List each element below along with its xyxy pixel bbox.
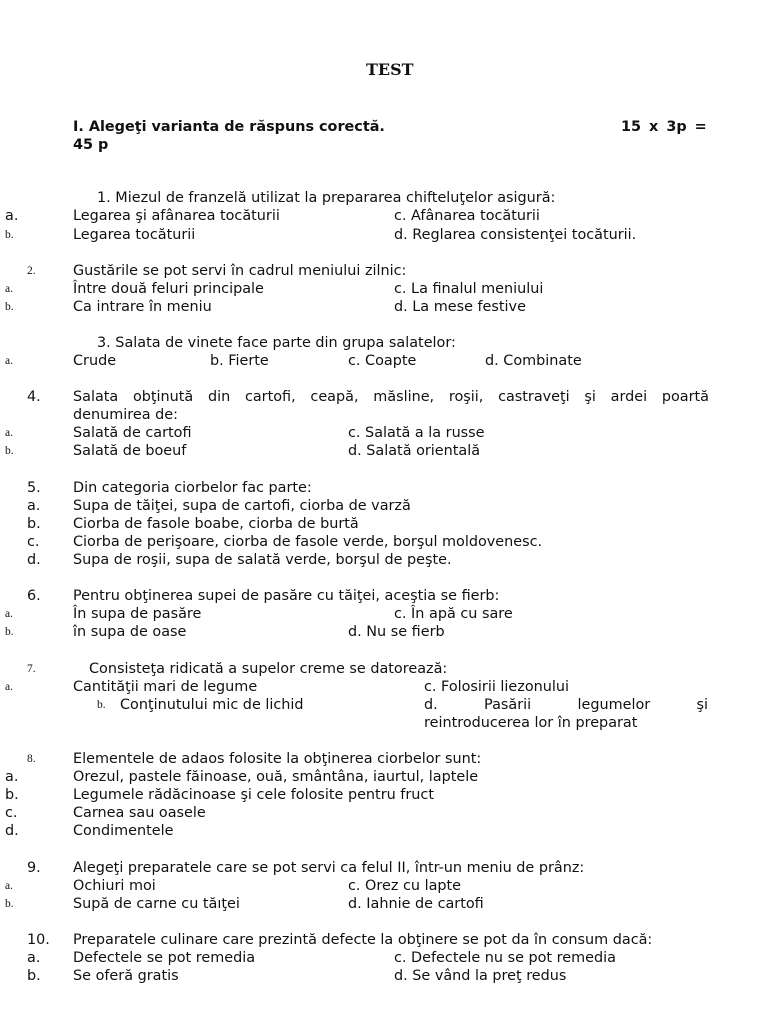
word: obţinută: [132, 389, 194, 405]
question-4-option-c: c. Salată a la russe: [348, 425, 485, 441]
option-letter: a.: [5, 283, 13, 295]
question-10-option-d: d. Se vând la preţ redus: [394, 968, 567, 984]
question-9-option-c: c. Orez cu lapte: [348, 878, 462, 894]
question-10-number: 10.: [27, 932, 50, 948]
word: şi: [696, 697, 708, 713]
question-8-option-c: Carnea sau oasele: [73, 805, 206, 821]
option-letter: a.: [5, 355, 13, 367]
word: măsline,: [373, 389, 435, 405]
option-letter: a.: [5, 208, 19, 224]
option-letter: a.: [5, 427, 13, 439]
section-heading: I. Alegeţi varianta de răspuns corectă.: [73, 119, 385, 135]
option-letter: b.: [5, 898, 14, 910]
question-2-option-a: Între două feluri principale: [73, 281, 264, 297]
question-4-text: [73, 388, 709, 406]
question-5-text: Din categoria ciorbelor fac parte:: [73, 480, 312, 496]
question-8-option-b: Legumele rădăcinoase şi cele folosite pentru fruct: [73, 787, 434, 803]
option-letter: b.: [5, 229, 14, 241]
question-4-option-b: Salată de boeuf: [73, 443, 187, 459]
question-2-option-c: c. La finalul meniului: [394, 281, 544, 297]
option-letter: a.: [5, 608, 13, 620]
word: d.: [424, 697, 438, 713]
question-6-option-d: d. Nu se fierb: [348, 624, 445, 640]
option-letter: c.: [5, 805, 18, 821]
word: castraveţi: [498, 389, 570, 405]
question-10-text: Preparatele culinare care prezintă defecte la obţinere se pot da în consum dacă:: [73, 932, 653, 948]
question-6-option-b: în supa de oase: [73, 624, 187, 640]
question-7-option-b: Conţinutului mic de lichid: [120, 697, 304, 713]
word: roşii,: [448, 389, 484, 405]
question-3-option-c: c. Coapte: [348, 353, 417, 369]
option-letter: b.: [5, 445, 14, 457]
question-1-option-c: c. Afânarea tocăturii: [394, 208, 540, 224]
question-6-option-a: În supa de pasăre: [73, 606, 202, 622]
question-6-text: Pentru obţinerea supei de pasăre cu tăiţei, aceştia se fierb:: [73, 588, 500, 604]
option-letter: d.: [5, 823, 19, 839]
question-3-text: 3. Salata de vinete face parte din grupa salatelor:: [97, 335, 456, 351]
question-7-number: 7.: [27, 663, 36, 675]
question-4-text-continued: denumirea de:: [73, 407, 178, 423]
question-6-number: 6.: [27, 588, 41, 604]
question-9-option-b: Supă de carne cu tăıţei: [73, 896, 240, 912]
word: poartă: [661, 389, 709, 405]
option-letter: c.: [27, 534, 40, 550]
option-letter: d.: [27, 552, 41, 568]
question-9-number: 9.: [27, 860, 41, 876]
word: Pasării: [484, 697, 532, 713]
question-2-text: Gustările se pot servi în cadrul meniului zilnic:: [73, 263, 407, 279]
question-7-option-a: Cantităţii mari de legume: [73, 679, 258, 695]
question-5-number: 5.: [27, 480, 41, 496]
question-3-option-a: Crude: [73, 353, 117, 369]
question-5-option-d: Supa de roşii, supa de salată verde, borşul de peşte.: [73, 552, 452, 568]
question-4-number: 4.: [27, 389, 41, 405]
option-letter: b.: [5, 626, 14, 638]
section-score-continued: 45 p: [73, 137, 109, 153]
page-title: TEST: [366, 60, 414, 79]
question-3-option-d: d. Combinate: [485, 353, 582, 369]
question-8-option-a: Orezul, pastele făinoase, ouă, smântâna, iaurtul, laptele: [73, 769, 479, 785]
word: cartofi,: [244, 389, 296, 405]
option-letter: a.: [27, 498, 41, 514]
question-7-option-c: c. Folosirii liezonului: [424, 679, 569, 695]
option-letter: a.: [27, 950, 41, 966]
word: şi: [584, 389, 596, 405]
question-5-option-a: Supa de tăiţei, supa de cartofi, ciorba de varză: [73, 498, 411, 514]
question-8-number: 8.: [27, 753, 36, 765]
question-7-option-d-continued: reintroducerea lor în preparat: [424, 715, 638, 731]
question-5-option-b: Ciorba de fasole boabe, ciorba de burtă: [73, 516, 359, 532]
question-7-option-d: [424, 696, 708, 714]
section-score: 15 x 3p =: [621, 119, 707, 135]
question-10-option-a: Defectele se pot remedia: [73, 950, 256, 966]
question-1-option-d: d. Reglarea consistenţei tocăturii.: [394, 227, 637, 243]
question-2-number: 2.: [27, 265, 36, 277]
question-6-option-c: c. În apă cu sare: [394, 606, 513, 622]
question-7-text: Consisteţa ridicată a supelor creme se datorează:: [89, 661, 448, 677]
option-letter: b.: [27, 516, 41, 532]
option-letter: a.: [5, 880, 13, 892]
option-letter: b.: [27, 968, 41, 984]
question-9-text: Alegeţi preparatele care se pot servi ca felul II, într-un meniu de prânz:: [73, 860, 585, 876]
question-8-text: Elementele de adaos folosite la obţinerea ciorbelor sunt:: [73, 751, 482, 767]
option-letter: b.: [5, 301, 14, 313]
question-5-option-c: Ciorba de perişoare, ciorba de fasole verde, borşul moldovenesc.: [73, 534, 543, 550]
option-letter: b.: [5, 787, 19, 803]
option-letter: a.: [5, 681, 13, 693]
question-2-option-b: Ca intrare în meniu: [73, 299, 212, 315]
question-1-text: 1. Miezul de franzelă utilizat la prepararea chifteluţelor asigură:: [97, 190, 556, 206]
question-2-option-d: d. La mese festive: [394, 299, 526, 315]
option-letter: a.: [5, 769, 19, 785]
question-3-option-b: b. Fierte: [210, 353, 269, 369]
question-10-option-b: Se oferă gratis: [73, 968, 179, 984]
question-9-option-a: Ochiuri moi: [73, 878, 156, 894]
word: ardei: [610, 389, 648, 405]
question-1-option-a: Legarea şi afânarea tocăturii: [73, 208, 280, 224]
question-4-option-a: Salată de cartofi: [73, 425, 192, 441]
question-9-option-d: d. Iahnie de cartofi: [348, 896, 484, 912]
option-letter: b.: [97, 699, 106, 711]
word: Salata: [73, 389, 119, 405]
question-1-option-b: Legarea tocăturii: [73, 227, 196, 243]
question-4-option-d: d. Salată orientală: [348, 443, 481, 459]
word: din: [207, 389, 231, 405]
word: ceapă,: [310, 389, 359, 405]
question-10-option-c: c. Defectele nu se pot remedia: [394, 950, 616, 966]
word: legumelor: [577, 697, 651, 713]
question-8-option-d: Condimentele: [73, 823, 174, 839]
